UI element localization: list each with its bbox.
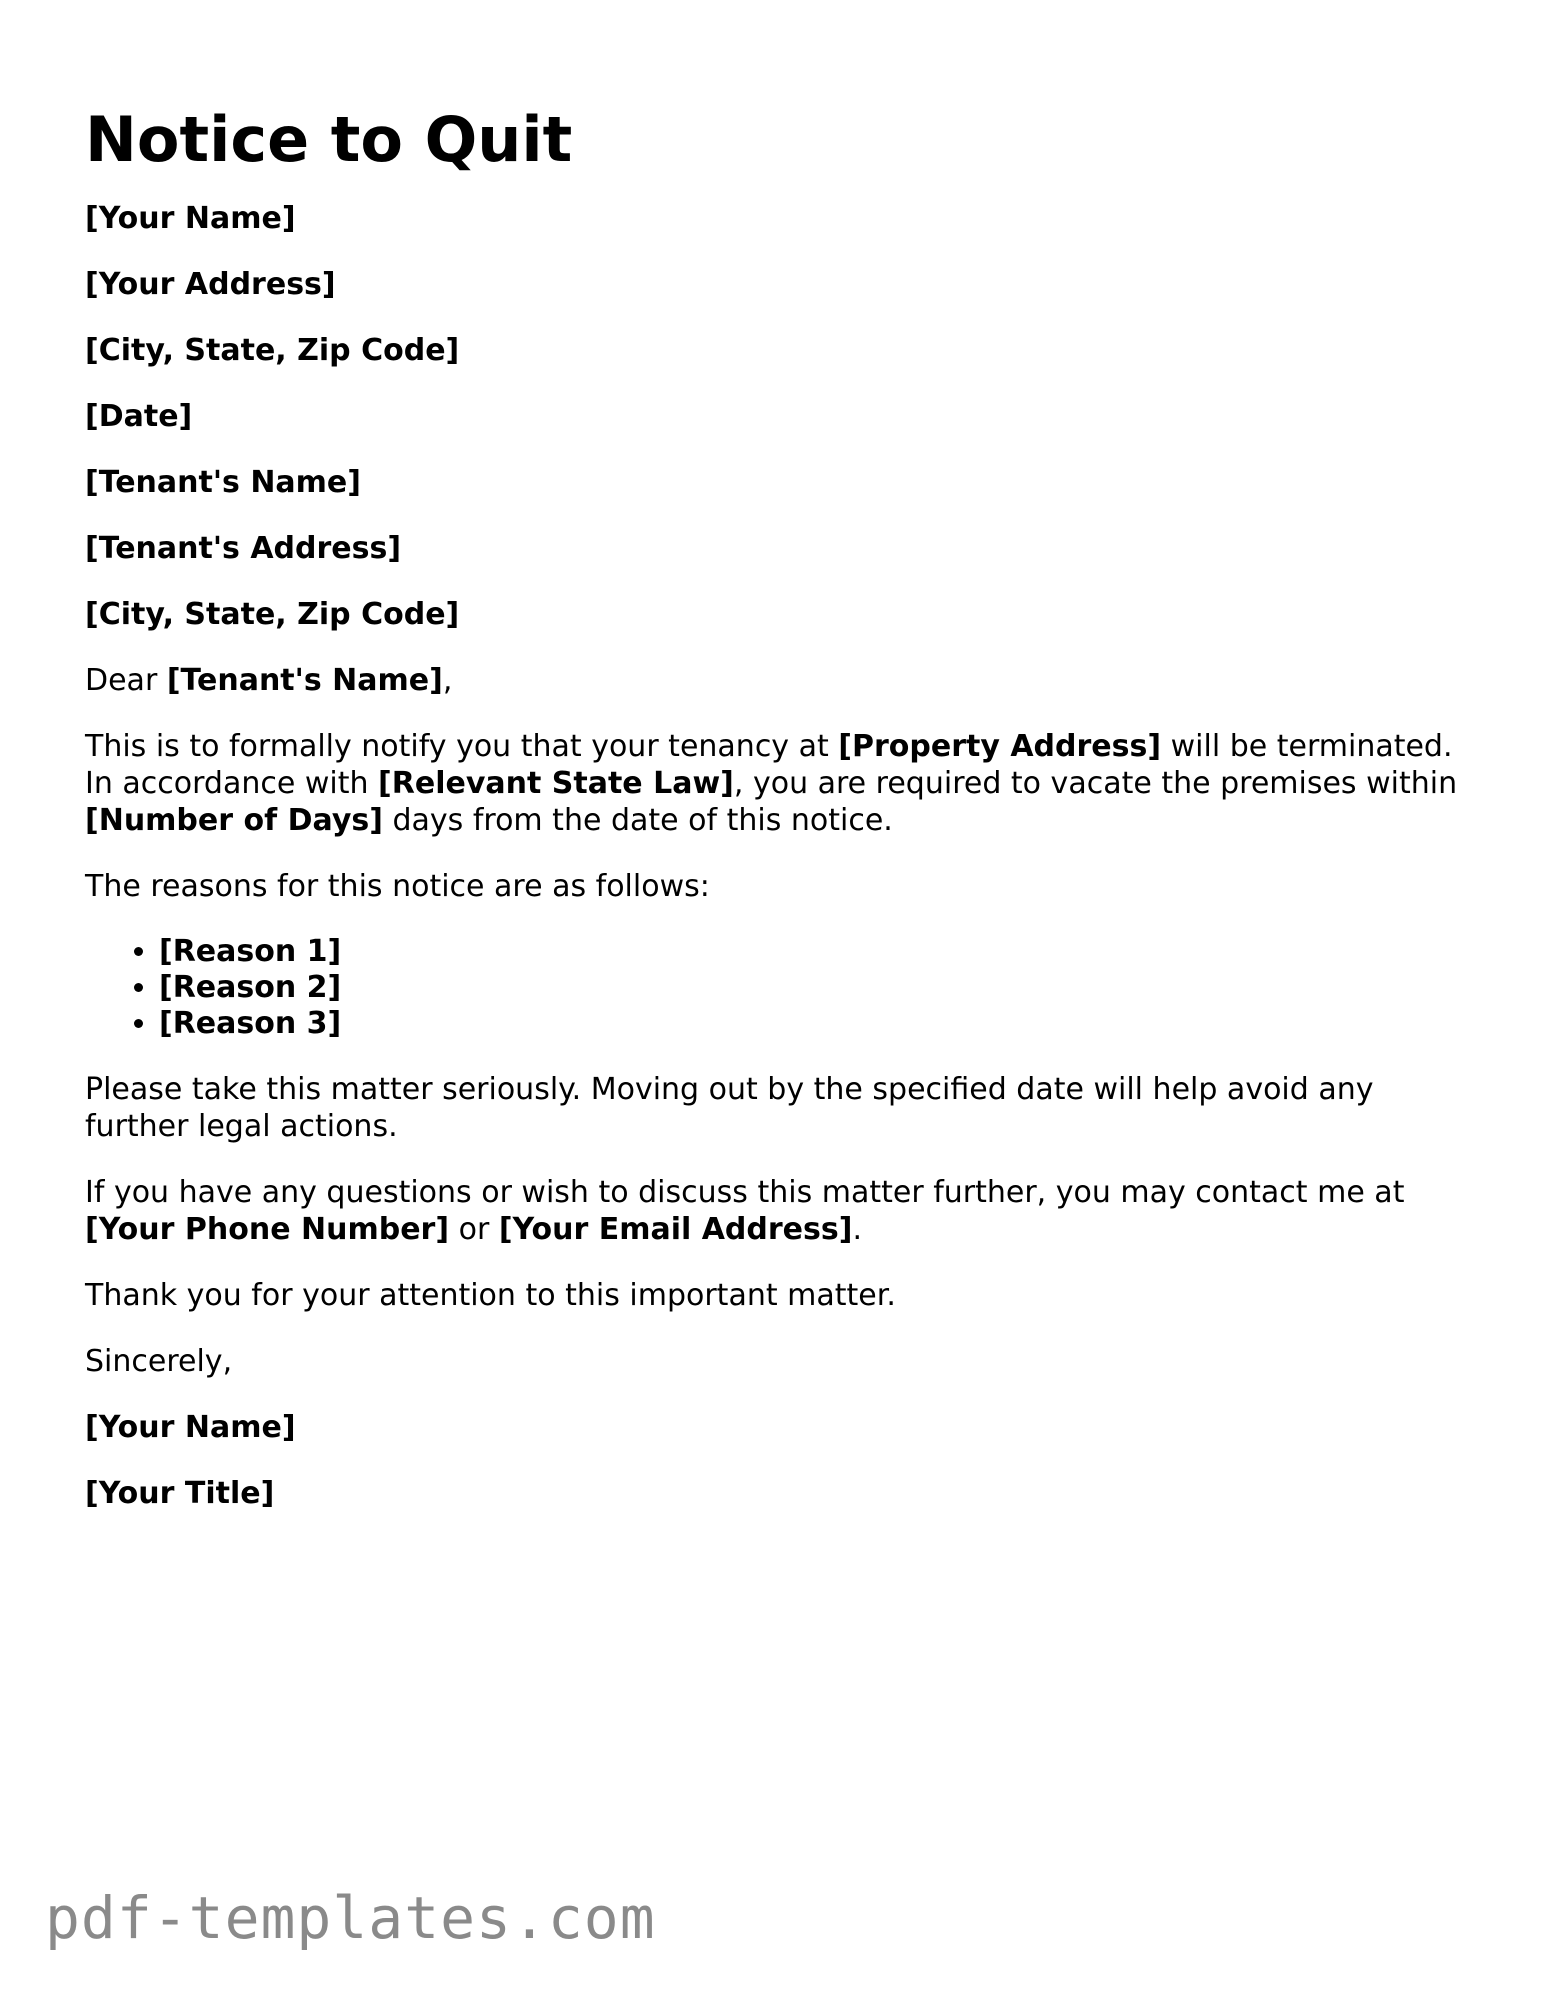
contact-text-1: If you have any questions or wish to discuss this matter further, you may contact me at	[85, 1175, 1405, 1210]
relevant-state-law: [Relevant State Law]	[378, 766, 734, 801]
tenant-city-state-zip: [City, State, Zip Code]	[85, 597, 460, 632]
sender-name: [Your Name]	[85, 201, 296, 236]
contact-text-3: .	[852, 1212, 862, 1247]
reasons-list	[85, 934, 1475, 1042]
list-item: • [Reason 1]	[159, 934, 1475, 970]
property-address: [Property Address]	[838, 729, 1162, 764]
closing: Sincerely,	[85, 1344, 233, 1379]
reasons-intro: The reasons for this notice are as follows:	[85, 869, 710, 904]
phone-number: [Your Phone Number]	[85, 1212, 450, 1247]
salutation-prefix: Dear	[85, 663, 167, 698]
page-title: Notice to Quit	[85, 103, 573, 176]
number-of-days: [Number of Days]	[85, 803, 383, 838]
signature-name: [Your Name]	[85, 1410, 296, 1445]
signature-title: [Your Title]	[85, 1476, 275, 1511]
list-item: • [Reason 3]	[159, 1006, 1475, 1042]
letter-date: [Date]	[85, 399, 193, 434]
salutation-tenant-name: [Tenant's Name]	[166, 663, 443, 698]
letter-body	[85, 100, 1475, 1541]
thanks-paragraph: Thank you for your attention to this important matter.	[85, 1278, 896, 1313]
notice-text-2: will be terminated. In accordance with	[85, 729, 1453, 801]
tenant-address: [Tenant's Address]	[85, 531, 402, 566]
email-address: [Your Email Address]	[498, 1212, 853, 1247]
tenant-name: [Tenant's Name]	[85, 465, 361, 500]
salutation-suffix: ,	[442, 663, 453, 698]
warning-paragraph: Please take this matter seriously. Moving out by the specified date will help avoid any further legal actions.	[85, 1072, 1374, 1144]
contact-text-2: or	[449, 1212, 499, 1247]
notice-paragraph	[85, 728, 1475, 839]
salutation	[85, 662, 1475, 699]
watermark: pdf-templates.com	[45, 1884, 656, 1952]
notice-text-1: This is to formally notify you that your tenancy at	[85, 729, 839, 764]
contact-paragraph	[85, 1174, 1475, 1248]
notice-text-3: , you are required to vacate the premises within	[733, 766, 1458, 801]
notice-text-4: days from the date of this notice.	[382, 803, 893, 838]
sender-address: [Your Address]	[85, 267, 336, 302]
list-item: • [Reason 2]	[159, 970, 1475, 1006]
sender-city-state-zip: [City, State, Zip Code]	[85, 333, 460, 368]
